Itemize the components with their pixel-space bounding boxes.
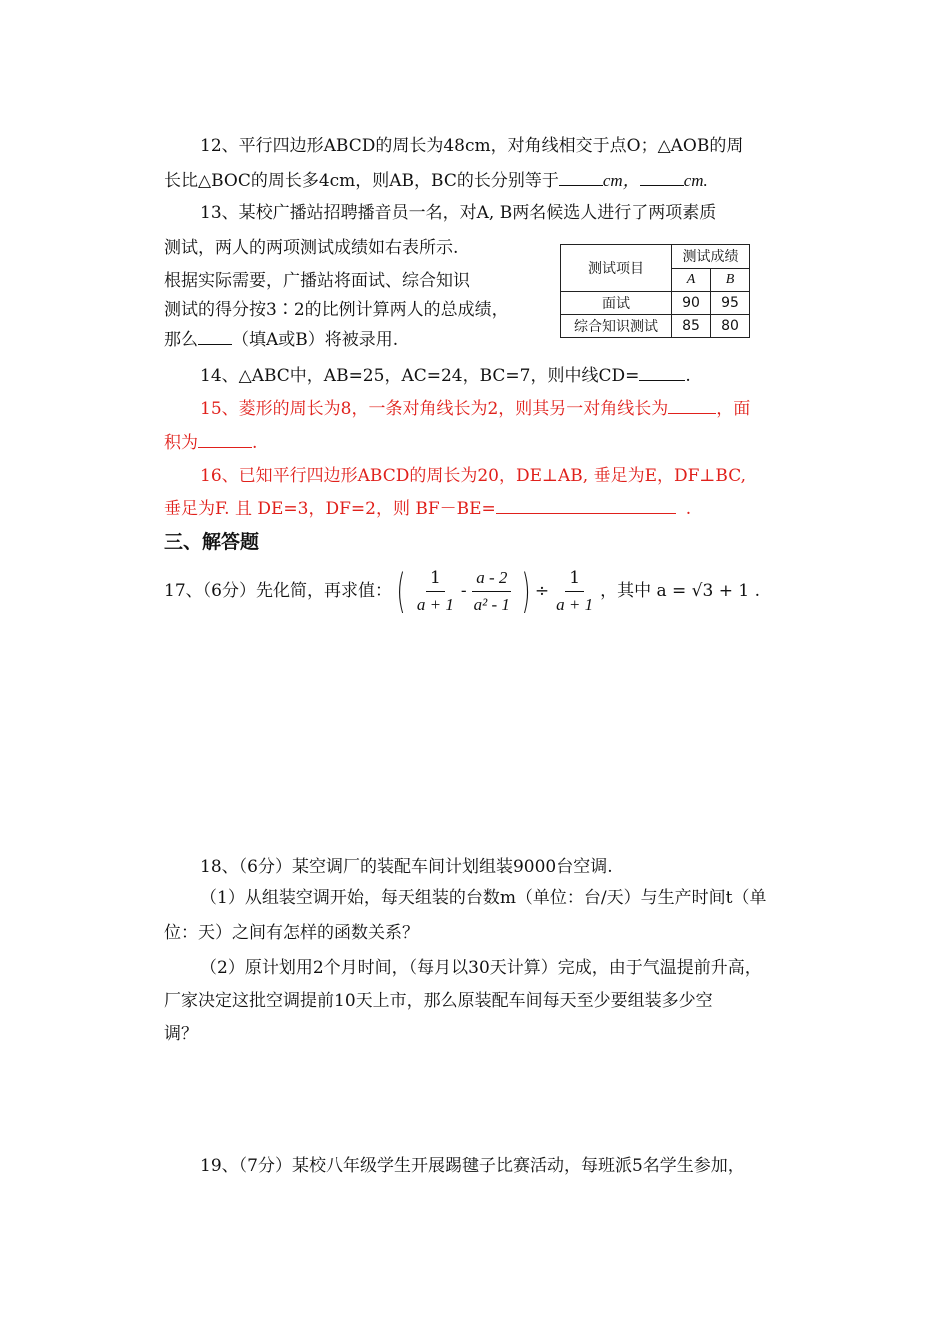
score-table-cell: 85: [672, 315, 711, 338]
q12-unit1: cm，: [602, 171, 640, 190]
q18-line1: 18、（6分）某空调厂的装配车间计划组装9000台空调.: [200, 857, 613, 877]
fraction-2: [470, 568, 514, 615]
q16-blank[interactable]: [496, 497, 676, 514]
q15-line2: [164, 431, 257, 455]
q15-line1-end: ，面: [716, 399, 751, 419]
q16-end: .: [685, 499, 692, 519]
q14-blank[interactable]: [639, 364, 685, 381]
q18-line2: （1）从组装空调开始，每天组装的台数m（单位：台/天）与生产时间t（单: [200, 888, 767, 908]
q15-line2-text: 积为: [164, 433, 198, 453]
score-table-col-a: A: [672, 268, 711, 292]
score-table-row-label: 面试: [561, 292, 672, 315]
left-paren: (: [396, 564, 406, 618]
q15-line1: [200, 397, 750, 421]
q12-line1: 12、平行四边形ABCD的周长为48cm，对角线相交于点O；△AOB的周: [200, 136, 744, 156]
q14-line: [200, 364, 691, 388]
fraction-2-denominator: a² - 1: [473, 594, 510, 614]
q15-blank2[interactable]: [198, 431, 252, 448]
q13-line4: 测试的得分按3∶2的比例计算两人的总成绩，: [164, 300, 509, 320]
right-paren: ): [521, 564, 531, 618]
score-table-row-label: 综合知识测试: [561, 315, 672, 338]
minus-sign: -: [460, 581, 467, 601]
q14-end: .: [685, 366, 691, 386]
fraction-3: [552, 568, 597, 615]
fraction-3-denominator: a + 1: [556, 594, 594, 614]
q14-text: 14、△ABC中，AB=25，AC=24，BC=7，则中线CD=: [200, 366, 640, 386]
q13-line3: 根据实际需要，广播站将面试、综合知识: [164, 271, 470, 291]
q18-line3: 位：天）之间有怎样的函数关系？: [164, 923, 419, 943]
fraction-2-numerator: a - 2: [472, 568, 511, 592]
q12-line2: [164, 169, 708, 193]
q13-line5-text-b: （填A或B）将被录用.: [232, 330, 399, 350]
q12-blank2[interactable]: [640, 169, 684, 186]
divide-sign: ÷: [534, 581, 550, 601]
section-title: 三、解答题: [164, 531, 260, 553]
q12-line2-text: 长比△BOC的周长多4cm，则AB，BC的长分别等于: [164, 171, 559, 191]
q18-line4: （2）原计划用2个月时间，（每月以30天计算）完成，由于气温提前升高，: [200, 958, 762, 978]
q12-unit2: cm.: [683, 171, 708, 190]
q12-blank1[interactable]: [559, 169, 603, 186]
q13-line5: [164, 328, 398, 352]
score-table-header-item: 测试项目: [561, 245, 672, 292]
q15-line2-end: .: [252, 433, 258, 453]
fraction-1: [413, 568, 458, 615]
fraction-3-numerator: 1: [565, 568, 584, 592]
score-table-cell: 95: [711, 292, 750, 315]
q17-prefix: 17、（6分）先化简，再求值：: [164, 581, 392, 601]
q16-line2: [164, 497, 691, 521]
q13-blank[interactable]: [198, 328, 232, 345]
q15-blank1[interactable]: [668, 397, 716, 414]
q16-line2-text: 垂足为F. 且 DE=3，DF=2，则 BF－BE=: [164, 499, 496, 519]
score-table-header-score: 测试成绩: [672, 245, 750, 269]
fraction-1-denominator: a + 1: [416, 594, 454, 614]
q18-line5: 厂家决定这批空调提前10天上市，那么原装配车间每天至少要组装多少空: [164, 991, 713, 1011]
score-table-cell: 90: [672, 292, 711, 315]
q19-line1: 19、（7分）某校八年级学生开展踢毽子比赛活动，每班派5名学生参加，: [200, 1156, 745, 1176]
score-table-cell: 80: [711, 315, 750, 338]
score-table: [560, 244, 750, 338]
q15-text: 15、菱形的周长为8，一条对角线长为2，则其另一对角线长为: [200, 399, 669, 419]
score-table-col-b: B: [711, 268, 750, 292]
q17-suffix: ，其中 a = √3 + 1 .: [600, 581, 761, 601]
q18-line6: 调？: [164, 1024, 198, 1044]
q13-line5-text-a: 那么: [164, 330, 198, 350]
q13-line2: 测试，两人的两项测试成绩如右表所示.: [164, 238, 459, 258]
q13-line1: 13、某校广播站招聘播音员一名，对A, B两名候选人进行了两项素质: [200, 203, 717, 223]
q17-line: [164, 562, 760, 620]
fraction-1-numerator: 1: [426, 568, 445, 592]
q16-line1: 16、已知平行四边形ABCD的周长为20，DE⊥AB, 垂足为E，DF⊥BC,: [200, 466, 747, 486]
